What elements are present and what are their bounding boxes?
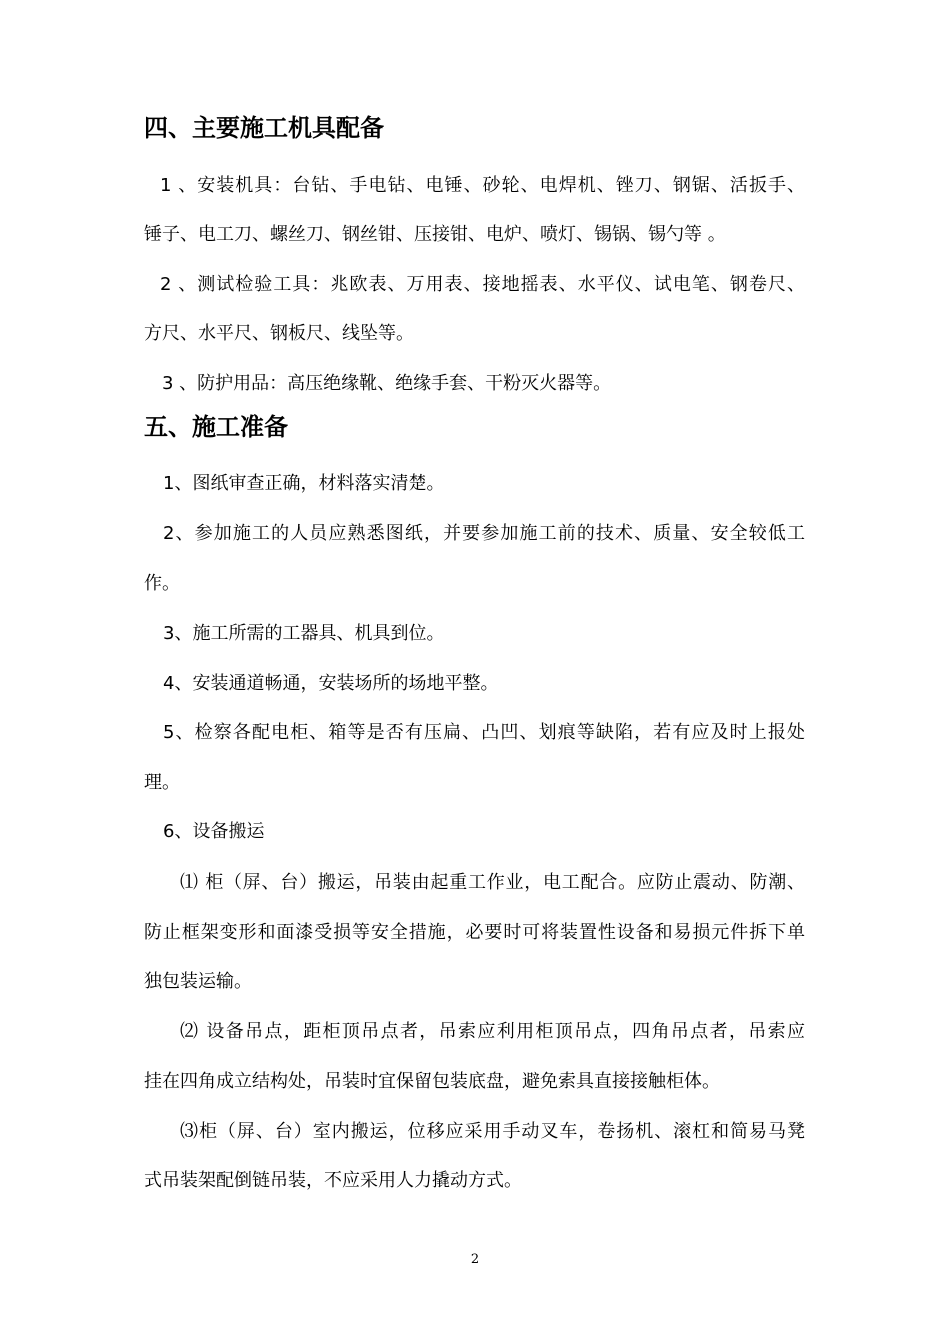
paragraph-line: 2、参加施工的人员应熟悉图纸，并要参加施工前的技术、质量、安全较低工 bbox=[163, 523, 805, 544]
paragraph-line: 方尺、水平尺、钢板尺、线坠等。 bbox=[144, 323, 414, 344]
paragraph-line: 3 、防护用品：高压绝缘靴、绝缘手套、干粉灭火器等。 bbox=[162, 373, 612, 394]
paragraph-line: 2 、测试检验工具：兆欧表、万用表、接地摇表、水平仪、试电笔、钢卷尺、 bbox=[160, 274, 805, 295]
paragraph-line: 挂在四角成立结构处，吊装时宜保留包装底盘，避免索具直接接触柜体。 bbox=[144, 1071, 720, 1092]
section-heading-machinery: 四、主要施工机具配备 bbox=[144, 114, 384, 142]
paragraph-line: 5、检察各配电柜、箱等是否有压扁、凸凹、划痕等缺陷，若有应及时上报处 bbox=[163, 722, 805, 743]
paragraph-line: 式吊装架配倒链吊装，不应采用人力撬动方式。 bbox=[144, 1170, 522, 1191]
paragraph-line: 锤子、电工刀、螺丝刀、钢丝钳、压接钳、电炉、喷灯、锡锅、锡勺等 。 bbox=[144, 224, 726, 245]
paragraph-line: 1、图纸审查正确，材料落实清楚。 bbox=[163, 473, 445, 494]
page-number: 2 bbox=[470, 1252, 480, 1267]
paragraph-line: 独包装运输。 bbox=[144, 971, 252, 992]
paragraph-line: ⑶柜（屏、台）室内搬运，位移应采用手动叉车，卷扬机、滚杠和简易马凳 bbox=[180, 1121, 805, 1142]
paragraph-line: 理。 bbox=[144, 772, 180, 793]
paragraph-line: ⑴ 柜（屏、台）搬运，吊装由起重工作业，电工配合。应防止震动、防潮、 bbox=[180, 872, 805, 893]
paragraph-line: 3、施工所需的工器具、机具到位。 bbox=[163, 623, 445, 644]
paragraph-line: 防止框架变形和面漆受损等安全措施，必要时可将装置性设备和易损元件拆下单 bbox=[144, 922, 805, 943]
paragraph-line: 作。 bbox=[144, 573, 180, 594]
paragraph-line: ⑵ 设备吊点，距柜顶吊点者，吊索应利用柜顶吊点，四角吊点者，吊索应 bbox=[180, 1021, 805, 1042]
paragraph-line: 4、安装通道畅通，安装场所的场地平整。 bbox=[163, 673, 499, 694]
paragraph-line: 6、设备搬运 bbox=[163, 821, 265, 842]
paragraph-line: 1 、安装机具：台钻、手电钻、电锤、砂轮、电焊机、锉刀、钢锯、活扳手、 bbox=[160, 175, 805, 196]
section-heading-preparation: 五、施工准备 bbox=[144, 413, 288, 441]
